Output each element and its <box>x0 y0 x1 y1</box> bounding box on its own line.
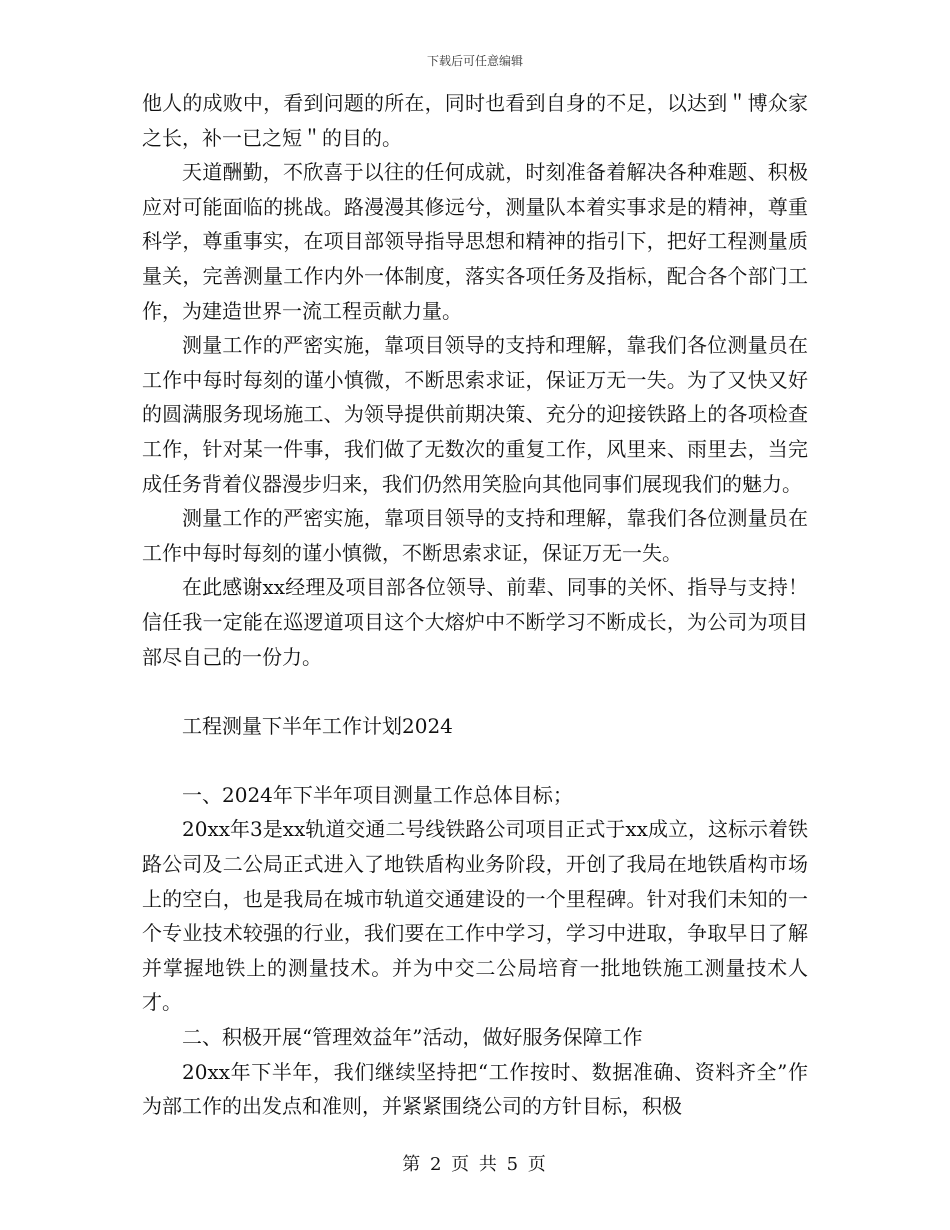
paragraph: 测量工作的严密实施，靠项目领导的支持和理解，靠我们各位测量员在工作中每时每刻的谨小慎微，不断思索求证，保证万无一失。 <box>142 506 808 565</box>
paragraph-continued: 他人的成败中，看到问题的所在，同时也看到自身的不足，以达到＂博众家之长，补一已之短＂的目的。 <box>142 91 808 150</box>
paragraph: 天道酬勤，不欣喜于以往的任何成就，时刻准备着解决各种难题、积极应对可能面临的挑战。路漫漫其修远兮，测量队本着实事求是的精神，尊重科学，尊重事实，在项目部领导指导思想和精神的指引下，把好工程测量质量关，完善测量工作内外一体制度，落实各项任务及指标，配合各个部门工作，为建造世界一流工程贡献力量。 <box>142 160 808 323</box>
section-heading-2: 二、积极开展“管理效益年”活动，做好服务保障工作 <box>182 1025 643 1050</box>
paragraph: 在此感谢xx经理及项目部各位领导、前辈、同事的关怀、指导与支持！信任我一定能在巡逻道项目这个大熔炉中不断学习不断成长，为公司为项目部尽自己的一份力。 <box>142 575 808 669</box>
paragraph: 测量工作的严密实施，靠项目领导的支持和理解，靠我们各位测量员在工作中每时每刻的谨小慎微，不断思索求证，保证万无一失。为了又快又好的圆满服务现场施工、为领导提供前期决策、充分的迎接铁路上的各项检查工作，针对某一件事，我们做了无数次的重复工作，风里来、雨里去，当完成任务背着仪器漫步归来，我们仍然用笑脸向其他同事们展现我们的魅力。 <box>142 333 808 496</box>
section-heading-1: 一、2024年下半年项目测量工作总体目标； <box>182 782 573 807</box>
document-title: 工程测量下半年工作计划2024 <box>182 713 453 738</box>
section-body-2: 20xx年下半年，我们继续坚持把“工作按时、数据准确、资料齐全”作为部工作的出发点和准则，并紧紧围绕公司的方针目标，积极 <box>142 1059 808 1119</box>
document-body <box>142 86 808 1124</box>
page-header: 下载后可任意编辑 <box>426 54 523 68</box>
page-footer: 第 2 页 共 5 页 <box>402 1154 548 1175</box>
section-body-1: 20xx年3是xx轨道交通二号线铁路公司项目正式于xx成立，这标示着铁路公司及二公局正式进入了地铁盾构业务阶段，开创了我局在地铁盾构市场上的空白，也是我局在城市轨道交通建设的一个里程碑。针对我们未知的一个专业技术较强的行业，我们要在工作中学习，学习中进取，争取早日了解并掌握地铁上的测量技术。并为中交二公局培育一批地铁施工测量技术人才。 <box>142 817 808 1015</box>
